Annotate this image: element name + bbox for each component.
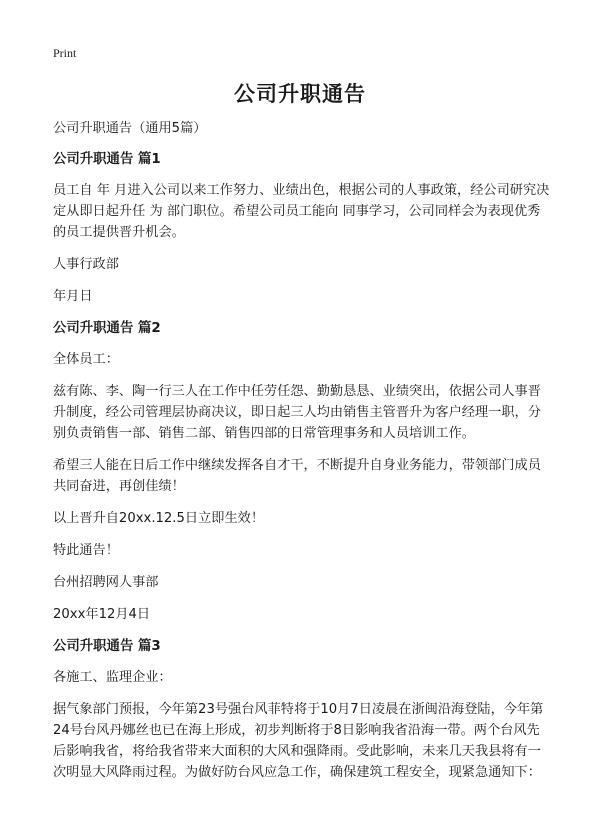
paragraph: 员工自 年 月进入公司以来工作努力、业绩出色，根据公司的人事政策，经公司研究决定从即日起升任 为 部门职位。希望公司员工能向 同事学习，公司同样会为表现优秀的员工提供晋升机会。 <box>53 183 550 240</box>
paragraph: 人事行政部 <box>53 257 119 272</box>
document-body <box>53 118 552 794</box>
paragraph: 20xx年12月4日 <box>53 607 151 622</box>
document-subtitle: 公司升职通告（通用5篇） <box>53 121 207 136</box>
paragraph: 希望三人能在日后工作中继续发挥各自才干，不断提升自身业务能力，带领部门成员共同奋进，再创佳绩！ <box>53 458 541 494</box>
paragraph: 台州招聘网人事部 <box>53 575 159 590</box>
page-title: 公司升职通告 <box>234 82 366 106</box>
print-link[interactable]: Print <box>53 46 77 60</box>
section-heading: 公司升职通告 篇1 <box>53 152 161 167</box>
section-heading: 公司升职通告 篇2 <box>53 321 161 336</box>
paragraph: 全体员工： <box>53 352 119 367</box>
paragraph: 年月日 <box>53 289 93 304</box>
paragraph: 据气象部门预报，今年第23号强台风菲特将于10月7日凌晨在浙闽沿海登陆，今年第24号台风丹娜丝也已在海上形成，初步判断将于8日影响我省沿海一带。两个台风先后影响我省，将给我省带来大面积的大风和强降雨。受此影响，未来几天我县将有一次明显大风降雨过程。为做好防台风应急工作，确保建筑工程安全，现紧急通知下： <box>53 702 544 780</box>
paragraph: 各施工、监理企业： <box>53 670 172 685</box>
section-heading: 公司升职通告 篇3 <box>53 639 161 654</box>
paragraph: 兹有陈、李、陶一行三人在工作中任劳任怨、勤勤恳恳、业绩突出，依据公司人事晋升制度，经公司管理层协商决议，即日起三人均由销售主管晋升为客户经理一职，分别负责销售一部、销售二部、销售四部的日常管理事务和人员培训工作。 <box>53 384 541 441</box>
paragraph: 以上晋升自20xx.12.5日立即生效！ <box>53 511 265 526</box>
paragraph: 特此通告！ <box>53 543 119 558</box>
